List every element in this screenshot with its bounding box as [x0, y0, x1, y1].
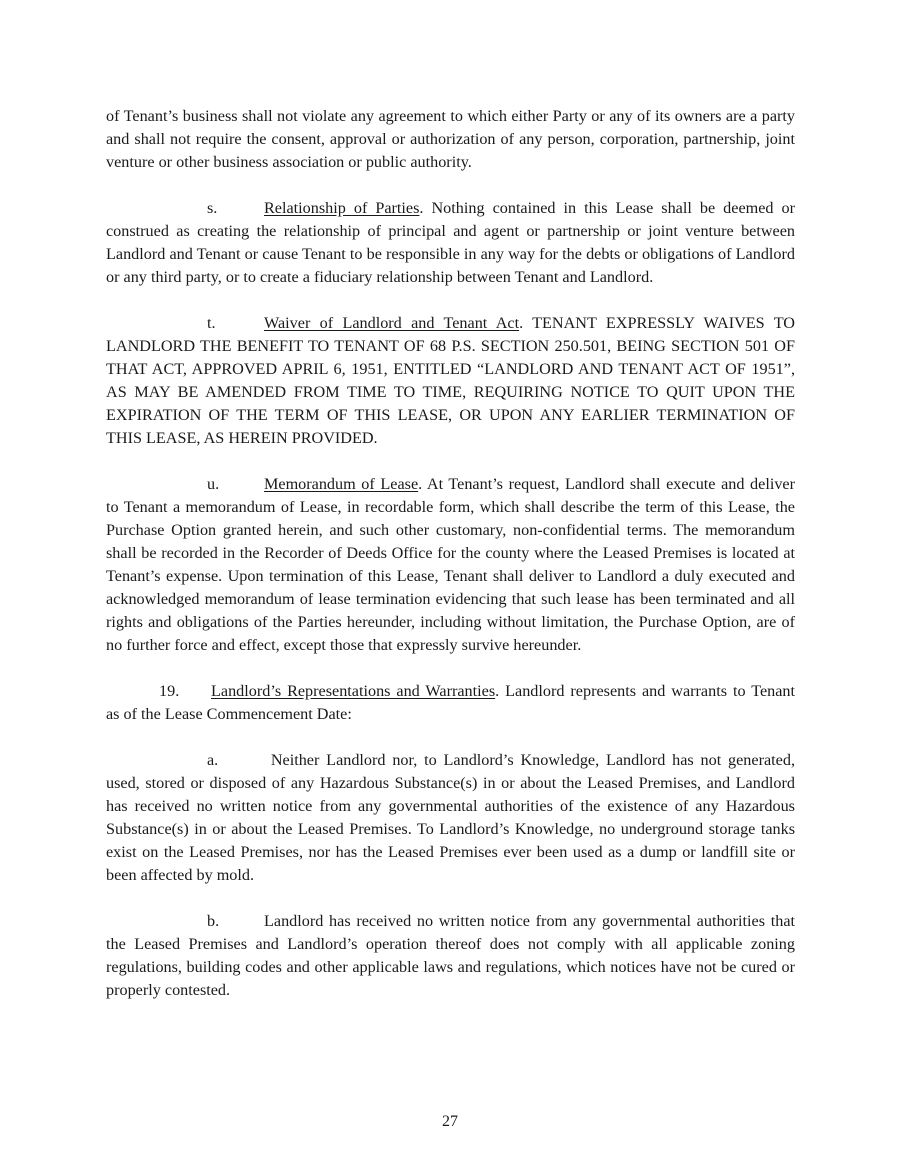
section-label: u. — [207, 475, 220, 493]
section-label: t. — [207, 314, 216, 332]
section-text: Neither Landlord nor, to Landlord’s Knowledge, Landlord has not generated, used, stored or disposed of any Hazardous Substance(s) in or about the Leased Premises, and Landlord has received no written notice from any governmental authorities of the existence of any Hazardous Substance(s) in or about the Leased Premises. To Landlord’s Knowledge, no underground storage tanks exist on the Leased Premises, nor has the Leased Premises ever been used as a dump or landfill site or been affected by mold. — [106, 751, 795, 884]
section-text: Landlord has received no written notice from any governmental authorities that the Leased Premises and Landlord’s operation thereof does not comply with all applicable zoning regulations, building codes and other applicable laws and regulations, which notices have not be cured or properly contested. — [106, 912, 795, 999]
section-heading: Waiver of Landlord and Tenant Act — [264, 314, 520, 332]
section-text: . TENANT EXPRESSLY WAIVES TO LANDLORD THE BENEFIT TO TENANT OF 68 P.S. SECTION 250.501, BEING SECTION 501 OF THAT ACT, APPROVED APRIL 6, 1951, ENTITLED “LANDLORD AND TENANT ACT OF 1951”, AS MAY BE AMENDED FROM TIME TO TIME, REQUIRING NOTICE TO QUIT UPON THE EXPIRATION OF THE TERM OF THIS LEASE, OR UPON ANY EARLIER TERMINATION OF THIS LEASE, AS HEREIN PROVIDED. — [106, 314, 795, 447]
section-19-landlord-representations — [106, 680, 795, 726]
section-t-waiver — [106, 312, 795, 450]
paragraph-continuation — [106, 105, 795, 174]
section-heading: Memorandum of Lease — [264, 475, 419, 493]
section-text: . At Tenant’s request, Landlord shall execute and deliver to Tenant a memorandum of Lease, in recordable form, which shall describe the term of this Lease, the Purchase Option granted herein, and such other customary, non-confidential terms. The memorandum shall be recorded in the Recorder of Deeds Office for the county where the Leased Premises is located at Tenant’s expense. Upon termination of this Lease, Tenant shall deliver to Landlord a duly executed and acknowledged memorandum of lease termination evidencing that such lease has been terminated and all rights and obligations of the Parties hereunder, including without limitation, the Purchase Option, are of no further force and effect, except those that expressly survive hereunder. — [106, 475, 795, 654]
section-label: a. — [207, 751, 219, 769]
section-label: b. — [207, 912, 220, 930]
section-19a-hazardous — [106, 749, 795, 887]
page-number: 27 — [442, 1113, 458, 1130]
section-heading: Landlord’s Representations and Warranties — [211, 682, 496, 700]
section-label: s. — [207, 199, 218, 217]
paragraph-text: of Tenant’s business shall not violate any agreement to which either Party or any of its owners are a party and shall not require the consent, approval or authorization of any person, corporation, partnership, joint venture or other business association or public authority. — [106, 107, 795, 171]
section-label: 19. — [159, 682, 180, 700]
section-text: . Landlord represents and warrants to Tenant as of the Lease Commencement Date: — [106, 682, 796, 723]
section-19b-compliance — [106, 910, 795, 1002]
section-text: . Nothing contained in this Lease shall be deemed or construed as creating the relationship of principal and agent or partnership or joint venture between Landlord and Tenant or cause Tenant to be responsible in any way for the debts or obligations of Landlord or any third party, or to create a fiduciary relationship between Tenant and Landlord. — [106, 199, 796, 286]
document-page — [106, 105, 795, 1002]
section-heading: Relationship of Parties — [264, 199, 420, 217]
section-s-relationship-of-parties — [106, 197, 795, 289]
section-u-memorandum — [106, 473, 795, 657]
